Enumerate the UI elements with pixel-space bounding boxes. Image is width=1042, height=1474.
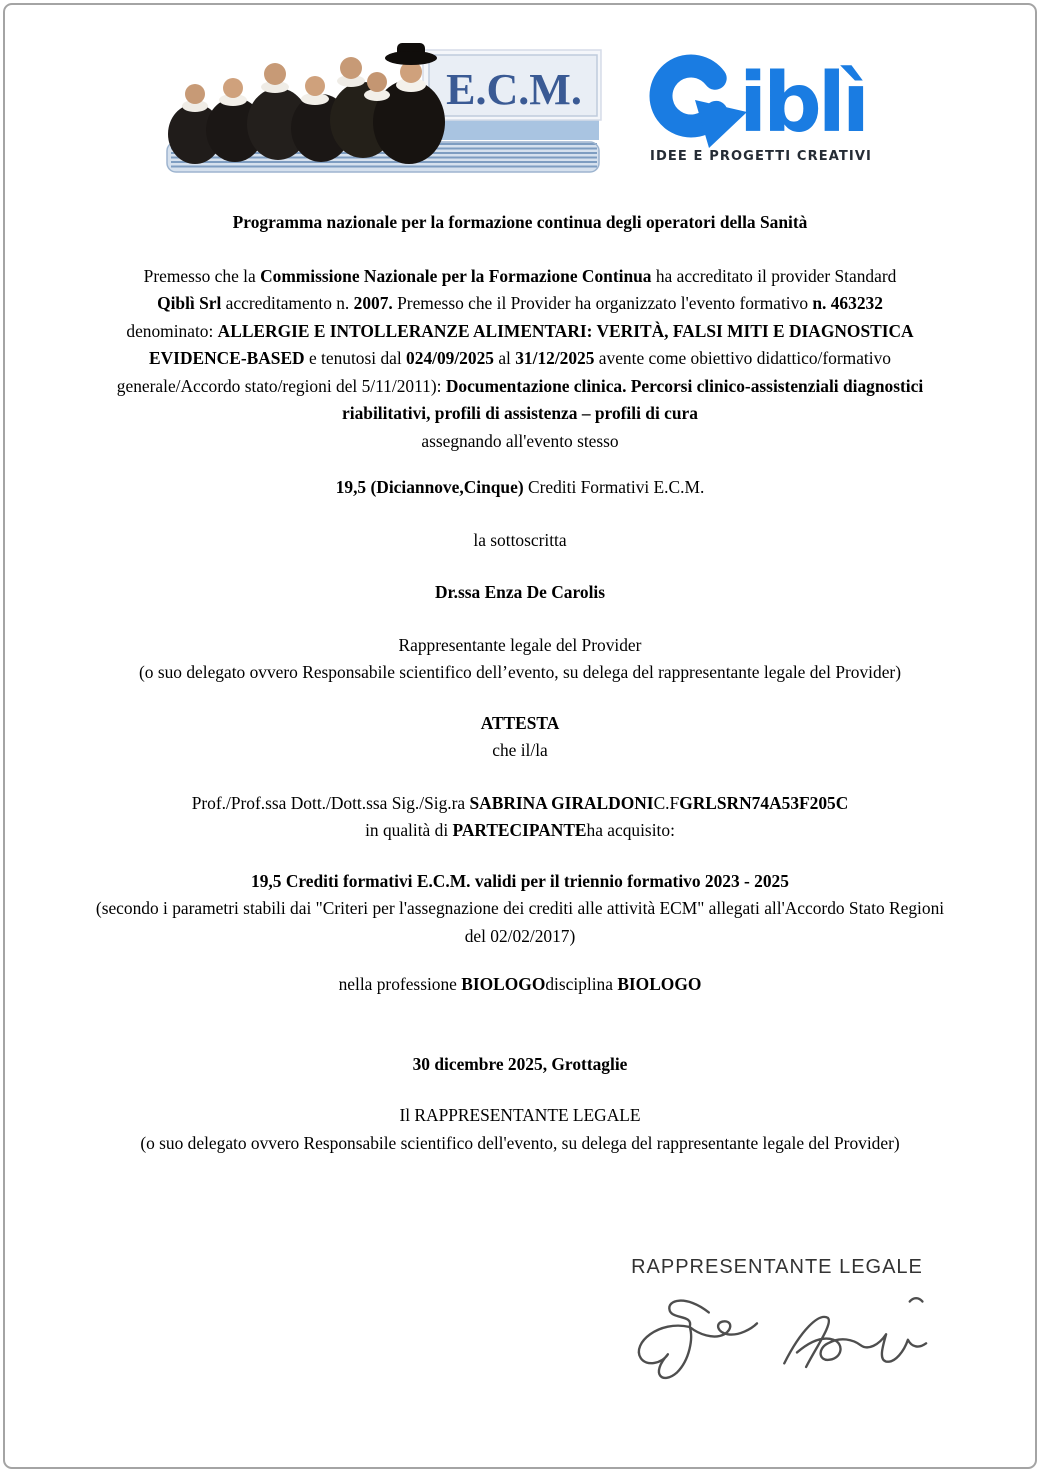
qibli-tagline: IDEE E PROGETTI CREATIVI [650, 149, 872, 164]
qibli-wordmark: iblì [739, 56, 867, 151]
premise-line: riabilitativi, profili di assistenza – profili di cura [342, 403, 698, 423]
legal-rep-block [5, 1102, 1035, 1157]
logo-header [5, 5, 1035, 173]
qibli-q-icon [650, 55, 747, 148]
provider-role-note: (o suo delegato ovvero Responsabile scientifico dell’evento, su delega del rappresentante legale del Provider) [138, 662, 902, 682]
credits-awarded-line: 19,5 (Diciannove,Cinque) Crediti Formativi E.C.M. [335, 477, 705, 497]
legal-rep-heading: Il RAPPRESENTANTE LEGALE [399, 1105, 641, 1125]
attesta-subject: che il/la [492, 740, 548, 760]
ecm-panel [423, 50, 601, 120]
credits-triennium-line: 19,5 Crediti formativi E.C.M. validi per il triennio formativo 2023 - 2025 [251, 870, 789, 891]
participant-quality-line: in qualità di PARTECIPANTEha acquisito: [365, 820, 675, 840]
ecm-logo [163, 42, 603, 173]
premise-line: generale/Accordo stato/regioni del 5/11/2011): Documentazione clinica. Percorsi clinico-assistenziali diagnostici [116, 375, 924, 396]
ecm-anatomy-figures-icon [168, 43, 445, 164]
signature-block [587, 1256, 967, 1392]
provider-role: Rappresentante legale del Provider [398, 634, 642, 655]
premise-line: Qiblì Srl accreditamento n. 2007. Premesso che il Provider ha organizzato l'evento formativo n. 463232 [157, 293, 883, 313]
date-place: 30 dicembre 2025, Grottaglie [412, 1053, 628, 1074]
ecm-logo-text: E.C.M. [446, 65, 582, 114]
criteria-note-line1: (secondo i parametri stabili dai "Criteri per l'assegnazione dei crediti alle attività ECM" allegati all'Accordo Stato Regioni [95, 898, 945, 918]
signature-image [607, 1287, 947, 1387]
qibli-logo [645, 46, 877, 168]
premise-line: Premesso che la Commissione Nazionale per la Formazione Continua ha accreditato il provider Standard [143, 265, 897, 286]
participant-line: Prof./Prof.ssa Dott./Dott.ssa Sig./Sig.ra SABRINA GIRALDONIC.FGRLSRN74A53F205C [191, 792, 849, 813]
premise-paragraph [5, 263, 1035, 456]
credits-triennium-block [5, 868, 1035, 951]
participant-block [5, 790, 1035, 845]
certificate-page [3, 3, 1037, 1469]
criteria-note-line2: del 02/02/2017) [464, 925, 576, 946]
premise-line: EVIDENCE-BASED e tenutosi dal 024/09/2025 al 31/12/2025 avente come obiettivo didattico/formativo [149, 348, 891, 368]
premise-line: assegnando all'evento stesso [421, 430, 619, 451]
attesta-block [5, 710, 1035, 765]
signature-label: RAPPRESENTANTE LEGALE [631, 1256, 923, 1278]
attesta-heading: ATTESTA [480, 712, 560, 733]
signer-name: Dr.ssa Enza De Carolis [434, 582, 606, 602]
profession-line: nella professione BIOLOGOdisciplina BIOLOGO [338, 974, 702, 994]
premise-line: denominato: ALLERGIE E INTOLLERANZE ALIMENTARI: VERITÀ, FALSI MITI E DIAGNOSTICA [126, 320, 914, 341]
subscriber-intro: la sottoscritta [473, 529, 567, 550]
provider-role-block [5, 632, 1035, 687]
legal-rep-note: (o suo delegato ovvero Responsabile scientifico dell'evento, su delega del rappresentante legale del Provider) [140, 1132, 900, 1153]
certificate-title: Programma nazionale per la formazione continua degli operatori della Sanità [232, 212, 808, 232]
